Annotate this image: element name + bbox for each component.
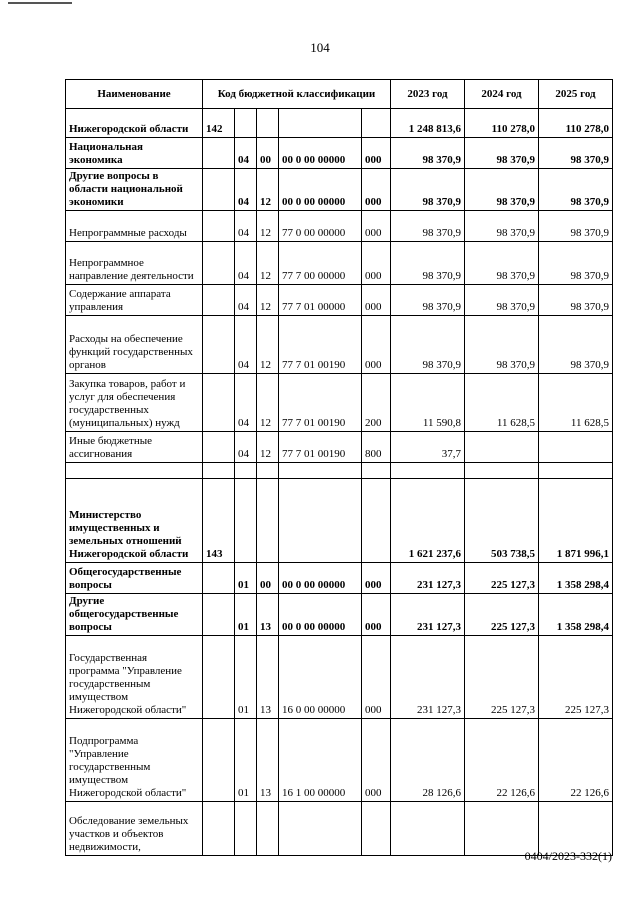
cell-c3: [257, 463, 279, 479]
header-name: Наименование: [66, 80, 203, 109]
cell-c5: 000: [362, 719, 391, 802]
cell-c1: [203, 432, 235, 463]
cell-c2: 04: [235, 316, 257, 374]
cell-v2023: 1 248 813,6: [391, 109, 465, 138]
top-rule: [8, 2, 72, 4]
cell-c3: 00: [257, 563, 279, 594]
cell-v2023: 28 126,6: [391, 719, 465, 802]
cell-v2023: 98 370,9: [391, 285, 465, 316]
cell-c2: 04: [235, 285, 257, 316]
cell-c5: 000: [362, 594, 391, 636]
cell-v2025: 1 871 996,1: [539, 479, 613, 563]
cell-c2: 01: [235, 636, 257, 719]
cell-v2023: [391, 463, 465, 479]
cell-c5: 000: [362, 169, 391, 211]
header-2025: 2025 год: [539, 80, 613, 109]
cell-c1: [203, 594, 235, 636]
cell-name: Подпрограмма "Управление государственным имуществом Нижегородской области": [66, 719, 203, 802]
cell-c4: 16 0 00 00000: [279, 636, 362, 719]
cell-c1: [203, 563, 235, 594]
cell-c2: 01: [235, 719, 257, 802]
cell-v2025: 1 358 298,4: [539, 594, 613, 636]
header-2024: 2024 год: [465, 80, 539, 109]
cell-v2023: 98 370,9: [391, 242, 465, 285]
cell-c4: [279, 802, 362, 856]
table-row: [66, 594, 613, 636]
cell-c4: 16 1 00 00000: [279, 719, 362, 802]
cell-c4: [279, 463, 362, 479]
cell-v2024: 98 370,9: [465, 316, 539, 374]
table-row: [66, 432, 613, 463]
cell-name: Обследование земельных участков и объектов недвижимости,: [66, 802, 203, 856]
cell-v2025: 98 370,9: [539, 138, 613, 169]
cell-v2024: 110 278,0: [465, 109, 539, 138]
cell-c5: 000: [362, 138, 391, 169]
cell-c4: [279, 109, 362, 138]
cell-c4: 00 0 00 00000: [279, 138, 362, 169]
cell-c5: [362, 479, 391, 563]
cell-name: Национальная экономика: [66, 138, 203, 169]
cell-c4: 00 0 00 00000: [279, 563, 362, 594]
header-code: Код бюджетной классификации: [203, 80, 391, 109]
cell-c1: [203, 374, 235, 432]
cell-c3: [257, 802, 279, 856]
table-row: [66, 109, 613, 138]
cell-c2: 04: [235, 242, 257, 285]
cell-v2024: 98 370,9: [465, 211, 539, 242]
cell-v2023: 11 590,8: [391, 374, 465, 432]
cell-c5: 000: [362, 242, 391, 285]
cell-c1: [203, 138, 235, 169]
cell-c1: [203, 169, 235, 211]
cell-c5: 800: [362, 432, 391, 463]
cell-c3: 12: [257, 432, 279, 463]
cell-name: Общегосударственные вопросы: [66, 563, 203, 594]
cell-v2023: [391, 802, 465, 856]
table-row: [66, 316, 613, 374]
cell-c4: 77 7 01 00000: [279, 285, 362, 316]
cell-name: Иные бюджетные ассигнования: [66, 432, 203, 463]
cell-v2024: 98 370,9: [465, 138, 539, 169]
cell-c2: [235, 802, 257, 856]
cell-v2025: [539, 463, 613, 479]
cell-c2: [235, 479, 257, 563]
cell-name: Другие общегосударственные вопросы: [66, 594, 203, 636]
cell-name: Расходы на обеспечение функций государственных органов: [66, 316, 203, 374]
cell-name: Нижегородской области: [66, 109, 203, 138]
cell-c5: 000: [362, 285, 391, 316]
cell-c3: 12: [257, 169, 279, 211]
cell-c5: 000: [362, 211, 391, 242]
page-number: 104: [310, 40, 330, 55]
cell-v2023: 37,7: [391, 432, 465, 463]
table-row: [66, 719, 613, 802]
table-row: [66, 563, 613, 594]
table-row: [66, 211, 613, 242]
table-row: [66, 242, 613, 285]
cell-c5: [362, 802, 391, 856]
cell-c5: 000: [362, 636, 391, 719]
cell-c4: 00 0 00 00000: [279, 594, 362, 636]
cell-v2024: 503 738,5: [465, 479, 539, 563]
table-row: [66, 463, 613, 479]
cell-v2025: 98 370,9: [539, 316, 613, 374]
cell-c2: 04: [235, 169, 257, 211]
cell-v2025: 98 370,9: [539, 211, 613, 242]
cell-c2: 04: [235, 432, 257, 463]
cell-v2025: [539, 432, 613, 463]
cell-v2024: 98 370,9: [465, 169, 539, 211]
cell-c1: [203, 802, 235, 856]
cell-c1: [203, 719, 235, 802]
cell-v2025: 98 370,9: [539, 285, 613, 316]
budget-table: [65, 79, 613, 856]
cell-v2024: 225 127,3: [465, 594, 539, 636]
cell-v2024: [465, 432, 539, 463]
cell-c2: 04: [235, 138, 257, 169]
cell-c3: [257, 479, 279, 563]
cell-c3: 12: [257, 374, 279, 432]
cell-name: Содержание аппарата управления: [66, 285, 203, 316]
table-row: [66, 636, 613, 719]
cell-v2024: 22 126,6: [465, 719, 539, 802]
cell-v2025: 110 278,0: [539, 109, 613, 138]
cell-v2024: 98 370,9: [465, 285, 539, 316]
cell-c3: 12: [257, 285, 279, 316]
table-row: [66, 479, 613, 563]
cell-c5: [362, 109, 391, 138]
cell-c1: [203, 636, 235, 719]
table-row: [66, 138, 613, 169]
cell-c1: [203, 211, 235, 242]
cell-v2023: 231 127,3: [391, 563, 465, 594]
cell-c3: 13: [257, 636, 279, 719]
table-row: [66, 802, 613, 856]
cell-v2023: 231 127,3: [391, 636, 465, 719]
cell-name: [66, 463, 203, 479]
header-2023: 2023 год: [391, 80, 465, 109]
cell-c3: 00: [257, 138, 279, 169]
cell-c1: [203, 242, 235, 285]
cell-v2025: 225 127,3: [539, 636, 613, 719]
cell-c5: 000: [362, 316, 391, 374]
cell-name: Министерство имущественных и земельных отношений Нижегородской области: [66, 479, 203, 563]
cell-c5: 000: [362, 563, 391, 594]
cell-v2025: 22 126,6: [539, 719, 613, 802]
cell-c3: 12: [257, 242, 279, 285]
cell-v2025: 11 628,5: [539, 374, 613, 432]
table-row: [66, 374, 613, 432]
cell-c2: [235, 109, 257, 138]
cell-name: Закупка товаров, работ и услуг для обеспечения государственных (муниципальных) нужд: [66, 374, 203, 432]
cell-c2: 04: [235, 211, 257, 242]
cell-c4: 00 0 00 00000: [279, 169, 362, 211]
cell-v2024: 225 127,3: [465, 636, 539, 719]
cell-v2025: 1 358 298,4: [539, 563, 613, 594]
cell-c3: 13: [257, 719, 279, 802]
cell-c2: [235, 463, 257, 479]
cell-v2024: [465, 463, 539, 479]
cell-c3: [257, 109, 279, 138]
cell-c1: 143: [203, 479, 235, 563]
table-header-row: [66, 80, 613, 109]
cell-c2: 01: [235, 563, 257, 594]
cell-v2023: 98 370,9: [391, 138, 465, 169]
cell-v2023: 98 370,9: [391, 211, 465, 242]
cell-c1: [203, 285, 235, 316]
cell-name: Непрограммные расходы: [66, 211, 203, 242]
cell-v2025: 98 370,9: [539, 242, 613, 285]
cell-c2: 01: [235, 594, 257, 636]
footer-reference: 0404/2023-332(1): [524, 849, 612, 863]
cell-name: Другие вопросы в области национальной экономики: [66, 169, 203, 211]
cell-v2024: 11 628,5: [465, 374, 539, 432]
cell-v2023: 98 370,9: [391, 169, 465, 211]
cell-c5: 200: [362, 374, 391, 432]
cell-v2024: [465, 802, 539, 856]
cell-c3: 12: [257, 316, 279, 374]
cell-c3: 12: [257, 211, 279, 242]
cell-c1: [203, 463, 235, 479]
cell-c1: 142: [203, 109, 235, 138]
cell-c4: [279, 479, 362, 563]
cell-c4: 77 0 00 00000: [279, 211, 362, 242]
cell-c1: [203, 316, 235, 374]
cell-name: Непрограммное направление деятельности: [66, 242, 203, 285]
cell-v2023: 231 127,3: [391, 594, 465, 636]
cell-v2023: 98 370,9: [391, 316, 465, 374]
cell-c2: 04: [235, 374, 257, 432]
table-row: [66, 285, 613, 316]
table-row: [66, 169, 613, 211]
cell-name: Государственная программа "Управление государственным имуществом Нижегородской области": [66, 636, 203, 719]
cell-v2024: 98 370,9: [465, 242, 539, 285]
cell-c4: 77 7 01 00190: [279, 432, 362, 463]
cell-v2024: 225 127,3: [465, 563, 539, 594]
cell-v2025: [539, 802, 613, 856]
cell-c3: 13: [257, 594, 279, 636]
cell-c4: 77 7 00 00000: [279, 242, 362, 285]
cell-c5: [362, 463, 391, 479]
cell-v2025: 98 370,9: [539, 169, 613, 211]
cell-c4: 77 7 01 00190: [279, 374, 362, 432]
cell-v2023: 1 621 237,6: [391, 479, 465, 563]
cell-c4: 77 7 01 00190: [279, 316, 362, 374]
